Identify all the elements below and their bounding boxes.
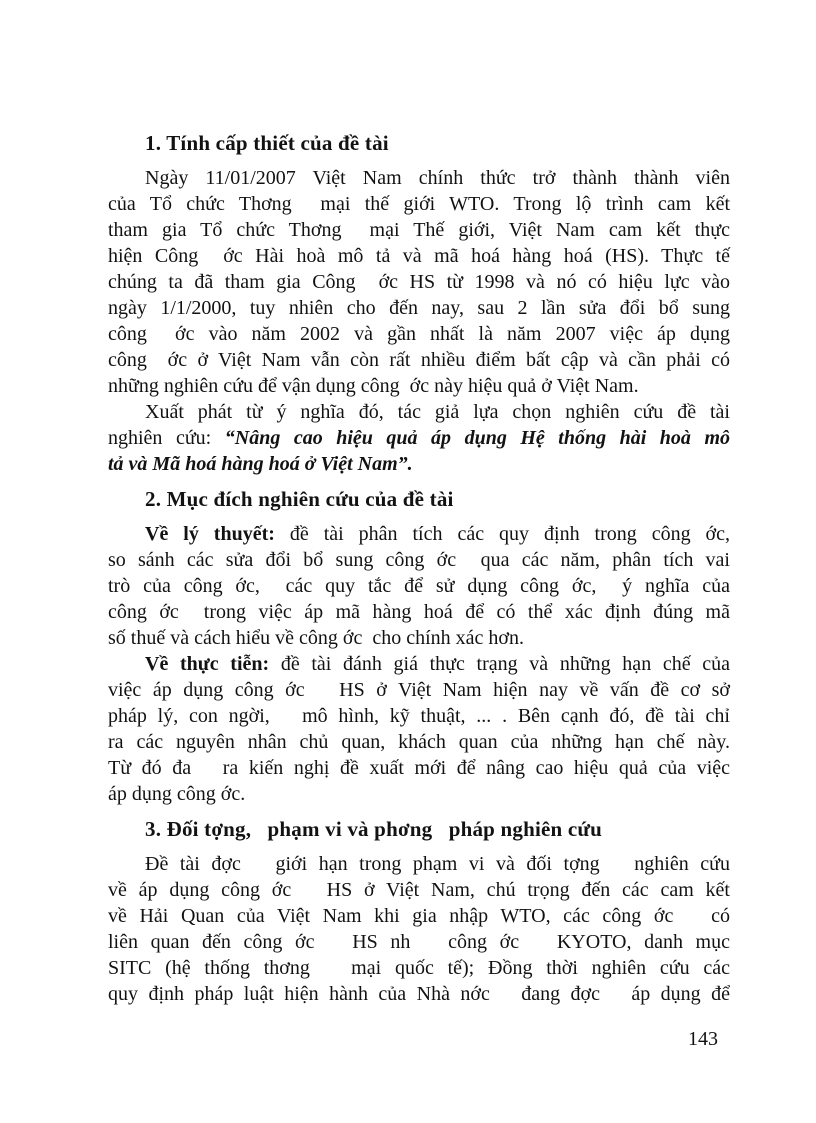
text-run: Về lý thuyết: [145,523,290,545]
text-line [108,321,730,347]
text-line [108,165,730,191]
text-run: nghiên cứu: [108,427,225,449]
text-run: của Tổ chức Thơng mại thế giới WTO. Trong lộ trình cam kết [108,193,730,215]
text-run: quy định pháp luật hiện hành của Nhà nớc đang đợc áp dụng để [108,983,730,1005]
section-heading: 1. Tính cấp thiết của đề tài [145,131,389,155]
text-line [108,599,730,625]
paragraph [108,851,730,1007]
text-line [108,729,730,755]
text-run: hiện Công ớc Hài hoà mô tả và mã hoá hàng hoá (HS). Thực tế [108,245,730,267]
text-line [108,373,730,399]
text-line [108,781,730,807]
text-line [108,651,730,677]
text-run: về áp dụng công ớc HS ở Việt Nam, chú trọng đến các cam kết [108,879,730,901]
text-run: những nghiên cứu để vận dụng công ớc này hiệu quả ở Việt Nam. [108,375,639,397]
text-run: so sánh các sửa đổi bổ sung công ớc qua các năm, phân tích vai [108,549,730,571]
text-run: trò của công ớc, các quy tắc để sử dụng công ớc, ý nghĩa của [108,575,730,597]
text-run: tả và Mã hoá hàng hoá ở Việt Nam”. [108,453,413,475]
page-content [108,130,730,1007]
text-run: công ớc vào năm 2002 và gần nhất là năm 2007 việc áp dụng [108,323,730,345]
text-run: chúng ta đã tham gia Công ớc HS từ 1998 và nó có hiệu lực vào [108,271,730,293]
text-line [108,295,730,321]
text-run: công ớc ở Việt Nam vẫn còn rất nhiều điểm bất cập và cần phải có [108,349,730,371]
text-run: công ớc trong việc áp mã hàng hoá để có thể xác định đúng mã [108,601,730,623]
text-run: “Nâng cao hiệu quả áp dụng Hệ thống hài hoà mô [224,427,730,449]
page-number: 143 [688,1028,718,1050]
text-run: về Hải Quan của Việt Nam khi gia nhập WTO, các công ớc có [108,905,730,927]
text-line [108,755,730,781]
text-run: áp dụng công ớc. [108,783,246,805]
text-run: ra các nguyên nhân chủ quan, khách quan của những hạn chế này. [108,731,730,753]
paragraph [108,651,730,807]
text-run: Ngày 11/01/2007 Việt Nam chính thức trở thành thành viên [145,167,730,189]
text-run: số thuế và cách hiểu về công ớc cho chính xác hơn. [108,627,525,649]
text-line [108,677,730,703]
text-run: liên quan đến công ớc HS nh công ớc KYOTO, danh mục [108,931,730,953]
text-line [108,547,730,573]
text-run: Xuất phát từ ý nghĩa đó, tác giả lựa chọn nghiên cứu đề tài [145,401,730,423]
text-run: ngày 1/1/2000, tuy nhiên cho đến nay, sau 2 lần sửa đổi bổ sung [108,297,730,319]
text-run: pháp lý, con ngời, mô hình, kỹ thuật, ... . Bên cạnh đó, đề tài chỉ [108,705,730,727]
text-line [108,625,730,651]
text-line [108,851,730,877]
text-run: đề tài đánh giá thực trạng và những hạn chế của [280,653,731,675]
paragraph [108,399,730,477]
text-line [108,243,730,269]
text-line [108,929,730,955]
text-run: SITC (hệ thống thơng mại quốc tế); Đồng thời nghiên cứu các [108,957,730,979]
text-run: Về thực tiễn: [145,653,281,675]
text-line [108,191,730,217]
text-line [108,573,730,599]
text-line [108,269,730,295]
section-heading: 3. Đối tợng, phạm vi và phơng pháp nghiên cứu [145,817,603,841]
text-line [108,981,730,1007]
text-line [108,521,730,547]
text-line [108,425,730,451]
paragraph [108,165,730,399]
text-line [108,903,730,929]
text-line [108,877,730,903]
text-line [108,451,730,477]
text-line [108,399,730,425]
paragraph [108,521,730,651]
text-run: Đề tài đợc giới hạn trong phạm vi và đối tợng nghiên cứu [145,853,730,875]
text-run: việc áp dụng công ớc HS ở Việt Nam hiện nay về vấn đề cơ sở [108,679,730,701]
text-run: Từ đó đa ra kiến nghị đề xuất mới để nâng cao hiệu quả của việc [108,757,730,779]
text-line [108,703,730,729]
text-line [108,217,730,243]
text-line [108,347,730,373]
section-heading: 2. Mục đích nghiên cứu của đề tài [145,487,454,511]
text-line [108,955,730,981]
text-run: đề tài phân tích các quy định trong công ớc, [289,523,731,545]
text-run: tham gia Tổ chức Thơng mại Thế giới, Việt Nam cam kết thực [108,219,730,241]
